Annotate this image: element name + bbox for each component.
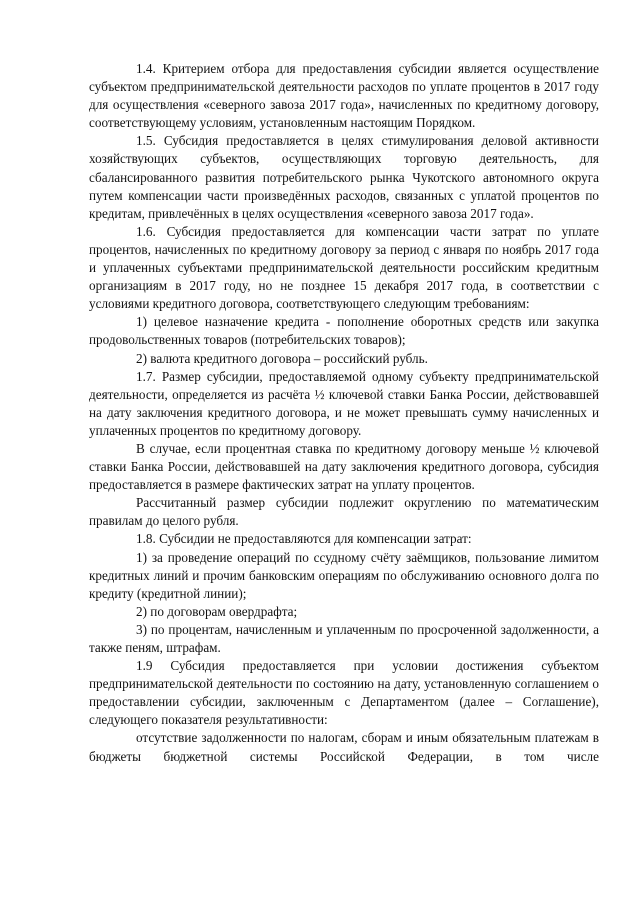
paragraph-rounding: Рассчитанный размер субсидии подлежит округлению по математическим правилам до целого рубля. (89, 495, 599, 529)
requirement-item-1: 1) целевое назначение кредита - пополнение оборотных средств или закупка продовольственных товаров (потребительских товаров); (89, 314, 599, 348)
paragraph-rate-case: В случае, если процентная ставка по кредитному договору меньше ½ ключевой ставки Банка России, действовавшей на дату заключения кредитного договора, субсидия предоставляется в размере фактических затрат на уплату процентов. (89, 440, 599, 493)
paragraph-1-7: 1.7. Размер субсидии, предоставляемой одному субъекту предпринимательской деятельности, определяется из расчёта ½ ключевой ставки Банка России, действовавшей на дату заключения кредитного договора, и не может превышать сумму начисленных и уплаченных процентов по кредитному договору. (89, 368, 599, 438)
exclusion-item-1: 1) за проведение операций по ссудному счёту заёмщиков, пользование лимитом кредитных линий и прочим банковским операциям по обслуживанию основного долга по кредиту (кредитной линии); (89, 549, 599, 601)
document-page (89, 60, 599, 766)
paragraph-no-debt: отсутствие задолженности по налогам, сборам и иным обязательным платежам в бюджеты бюджетной системы Российской Федерации, в том числе (89, 730, 599, 764)
paragraph-1-6: 1.6. Субсидия предоставляется для компенсации части затрат по уплате процентов, начисленных по кредитному договору за период с января по ноябрь 2017 года и уплаченных субъектами предпринимательской деятельности российским кредитным организациям в 2017 году, но не позднее 15 декабря 2017 года, в соответствии с условиями кредитного договора, соответствующего следующим требованиям: (89, 223, 599, 312)
paragraph-1-9: 1.9 Субсидия предоставляется при условии достижения субъектом предпринимательской деятельности по состоянию на дату, установленную соглашением о предоставлении субсидии, заключенным с Департаментом (далее – Соглашение), следующего показателя результативности: (89, 658, 599, 728)
exclusion-item-2: 2) по договорам овердрафта; (136, 603, 298, 619)
exclusion-item-3: 3) по процентам, начисленным и уплаченным по просроченной задолженности, а также пеням, штрафам. (89, 621, 599, 655)
paragraph-1-5: 1.5. Субсидия предоставляется в целях стимулирования деловой активности хозяйствующих субъектов, осуществляющих торговую деятельность, для сбалансированного развития потребительского рынка Чукотского автономного округа путем компенсации части произведённых расходов, связанных с уплатой процентов по кредитам, привлечённых в целях осуществления «северного завоза 2017 года». (89, 133, 599, 221)
paragraph-1-4: 1.4. Критерием отбора для предоставления субсидии является осуществление субъектом предпринимательской деятельности расходов по уплате процентов в 2017 году для осуществления «северного завоза 2017 года», начисленных по кредитному договору, соответствующему условиям, установленным настоящим Порядком. (89, 61, 599, 131)
paragraph-1-8: 1.8. Субсидии не предоставляются для компенсации затрат: (136, 531, 472, 547)
requirement-item-2: 2) валюта кредитного договора – российский рубль. (136, 350, 428, 366)
